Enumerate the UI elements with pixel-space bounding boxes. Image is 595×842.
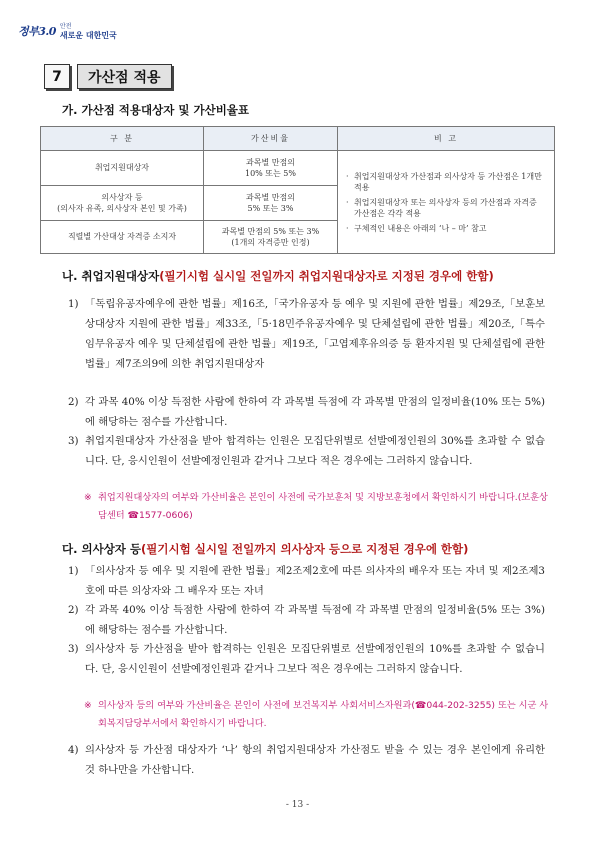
section-condition: (필기시험 실시일 전일까지 취업지원대상자로 지정된 경우에 한함) [159, 269, 494, 283]
rate-cell [204, 221, 338, 254]
rate-line: 과목별 만점의 [246, 157, 295, 167]
remark-item [346, 223, 546, 234]
government-logo [18, 20, 117, 42]
category-cell: 취업지원대상자 [41, 151, 204, 186]
item-text: 의사상자 등 가산점을 받아 합격하는 인원은 모집단위별로 선발예정인원의 10%를 초과할 수 없습니다. 단, 응시인원이 선발예정인원과 같거나 그보다 적은 경우에는 그러하지 않습니다. [85, 643, 545, 675]
logo-small-text: 안전 [59, 23, 72, 30]
item-text: 「의사상자 등 예우 및 지원에 관한 법률」제2조제2호에 따른 의사자의 배우자 또는 자녀 및 제2조제3호에 따른 의상자와 그 배우자 또는 자녀 [85, 565, 545, 597]
item-number: 2) [68, 604, 79, 616]
notice-text: 취업지원대상자의 여부와 가산비율은 본인이 사전에 국가보훈처 및 지방보훈청에서 확인하시기 바랍니다.(보훈상담센터 ☎1577-0606) [98, 492, 548, 521]
logo-mark: 정부3.0 [18, 25, 56, 38]
item-number: 2) [68, 396, 79, 408]
bullet-mark: · [346, 171, 349, 181]
item-text: 각 과목 40% 이상 득점한 사람에 한하여 각 과목별 득점에 각 과목별 만점의 일정비율(10% 또는 5%)에 해당하는 점수를 가산합니다. [85, 396, 545, 428]
notice-na [84, 489, 556, 525]
item-number: 4) [68, 744, 79, 756]
remark-text: 취업지원대상자 또는 의사상자 등의 가산점과 자격증 가산점은 각각 적용 [354, 197, 537, 218]
category-cell: 직렬별 가산대상 자격증 소지자 [41, 221, 204, 254]
list-item [68, 740, 545, 780]
list-item [68, 639, 545, 679]
rate-line: 5% 또는 3% [247, 204, 294, 213]
logo-text [60, 22, 117, 40]
category-line: 의사상자 등 [101, 192, 143, 202]
section-na-heading [62, 268, 494, 284]
rate-line: (1개의 자격증만 인정) [231, 238, 310, 247]
list-item [68, 561, 545, 601]
bullet-mark: · [346, 197, 349, 207]
logo-big-text: 새로운 대한민국 [59, 31, 117, 40]
remark-item [346, 197, 546, 219]
table-row [41, 151, 555, 186]
section-title: 다. 의사상자 등 [62, 542, 142, 556]
list-item [68, 431, 545, 471]
chapter-number: 7 [44, 64, 70, 89]
rate-line: 과목별 만점의 5% 또는 3% [221, 226, 320, 236]
section-da-heading [62, 541, 468, 557]
bullet-mark: · [346, 223, 349, 233]
item-number: 3) [68, 435, 79, 447]
rate-line: 과목별 만점의 [246, 192, 295, 202]
rate-cell [204, 151, 338, 186]
item-text: 「독립유공자예우에 관한 법률」제16조,「국가유공자 등 예우 및 지원에 관한 법률」제29조,「보훈보상대상자 지원에 관한 법률」제33조,「5·18민주유공자예우 및 단체설립에 관한 법률」제20조,「특수임무유공자 예우 및 단체설립에 관한 법률」제19조,「고엽제후유의증 등 환자지원 및 단체설립에 관한 법률」제7조의9에 의한 취업지원대상자 [85, 298, 545, 370]
item-number: 3) [68, 643, 79, 655]
chapter-title: 가산점 적용 [77, 64, 172, 89]
remarks-cell [338, 151, 555, 254]
remark-item [346, 171, 546, 193]
chapter-heading [44, 64, 172, 89]
item-number: 1) [68, 298, 79, 310]
item-text: 각 과목 40% 이상 득점한 사람에 한하여 각 과목별 득점에 각 과목별 만점의 일정비율(5% 또는 3%)에 해당하는 점수를 가산합니다. [85, 604, 545, 636]
reference-mark: ※ [84, 700, 92, 711]
list-item [68, 294, 545, 374]
table-header-row [41, 127, 555, 151]
item-text: 취업지원대상자 가산점을 받아 합격하는 인원은 모집단위별로 선발예정인원의 30%를 초과할 수 없습니다. 단, 응시인원이 선발예정인원과 같거나 그보다 적은 경우에는 그러하지 않습니다. [85, 435, 545, 467]
remark-text: 구체적인 내용은 아래의 ‘나 – 마’ 참고 [354, 223, 487, 233]
header-rate: 가산비율 [204, 127, 338, 151]
notice-text: 의사상자 등의 여부와 가산비율은 본인이 사전에 보건복지부 사회서비스자원과(☎044-202-3255) 또는 시군 사회복지담당부서에서 확인하시기 바랍니다. [98, 700, 549, 729]
notice-da [84, 697, 556, 733]
rate-line: 10% 또는 5% [244, 169, 296, 178]
category-line: (의사자 유족, 의사상자 본인 및 가족) [57, 204, 187, 213]
reference-mark: ※ [84, 492, 92, 503]
category-cell [41, 186, 204, 221]
item-number: 1) [68, 565, 79, 577]
remark-text: 취업지원대상자 가산점과 의사상자 등 가산점은 1개만 적용 [354, 171, 542, 192]
header-category: 구 분 [41, 127, 204, 151]
bonus-rate-table [40, 126, 555, 254]
section-title: 나. 취업지원대상자 [62, 269, 160, 283]
item-text: 의사상자 등 가산점 대상자가 ‘나’ 항의 취업지원대상자 가산점도 받을 수 있는 경우 본인에게 유리한 것 하나만을 가산합니다. [85, 744, 545, 776]
page-number: - 13 - [285, 800, 310, 810]
list-item [68, 600, 545, 640]
header-remarks: 비 고 [338, 127, 555, 151]
section-condition: (필기시험 실시일 전일까지 의사상자 등으로 지정된 경우에 한함) [141, 542, 469, 556]
rate-cell [204, 186, 338, 221]
subheading-ga: 가. 가산점 적용대상자 및 가산비율표 [62, 103, 250, 117]
list-item [68, 392, 545, 432]
